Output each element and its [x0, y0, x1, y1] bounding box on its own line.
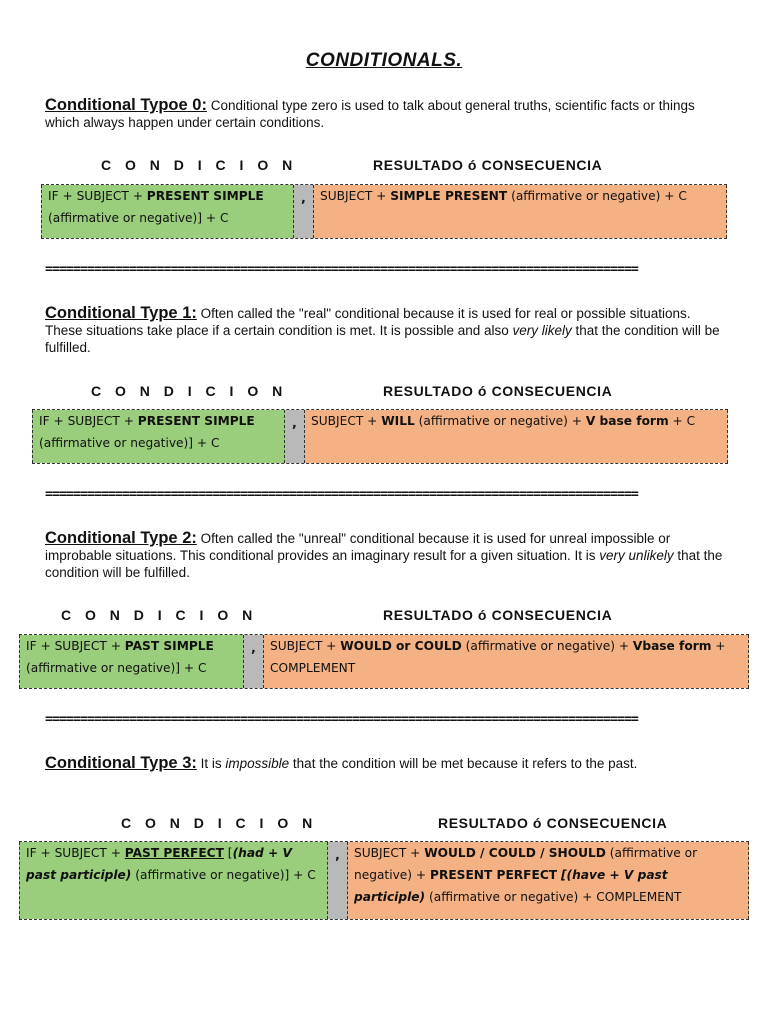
type0-cond-tense: PRESENT SIMPLE [146, 189, 264, 203]
type1-cond-text: IF + SUBJECT + [39, 414, 138, 428]
type2-text: Often called the "unreal" conditional because it is used for unreal impossible or improbable situations. This conditional provides an imaginary result for a given situation. It is [45, 531, 671, 563]
type0-text: Conditional type zero is used to talk about general truths, scientific facts or things which always happen under certain conditions. [45, 98, 695, 130]
type1-comma: , [285, 410, 305, 463]
type1-res-text: SUBJECT + [311, 414, 382, 428]
type3-emphasis: impossible [225, 756, 290, 771]
type1-cond-tense: PRESENT SIMPLE [137, 414, 255, 428]
type3-res-modal: WOULD / COULD / SHOULD [424, 846, 606, 860]
type3-cond-text: IF + SUBJECT + [26, 846, 125, 860]
type0-result-header: RESULTADO ó CONSECUENCIA [373, 157, 603, 173]
type1-condition-header: C O N D I C I O N [91, 383, 288, 399]
type0-cond-text: IF + SUBJECT + [48, 189, 147, 203]
type3-res-text: SUBJECT + [354, 846, 425, 860]
type1-text: Often called the "real" conditional because it is used for real or possible situations. These situations take place if a certain condition is met. It is possible and also [45, 306, 691, 338]
type2-cond-text: IF + SUBJECT + [26, 639, 125, 653]
type0-cond-text-2: (affirmative or negative)] + C [48, 211, 229, 225]
type3-res-tense: PRESENT PERFECT [430, 868, 558, 882]
type0-res-text: SUBJECT + [320, 189, 391, 203]
type3-condition-cell [19, 842, 328, 919]
type3-res-text-4: (affirmative or negative) + COMPLEMENT [425, 890, 682, 904]
type3-res-participle: [(have + V past participle) [354, 868, 668, 904]
page-title: CONDITIONALS. [305, 50, 463, 71]
type3-cond-tense: PAST PERFECT [124, 846, 224, 860]
type3-cond-participle: (had + V past participle) [26, 846, 292, 882]
type0-comma: , [294, 185, 314, 238]
type3-cond-text-2: [ [223, 846, 233, 860]
type3-condition-header: C O N D I C I O N [121, 815, 318, 831]
type3-formula [19, 841, 749, 920]
type3-text: It is [196, 756, 226, 771]
type3-text-2: that the condition will be met because it refers to the past. [289, 756, 638, 771]
type1-res-will: WILL [381, 414, 415, 428]
type1-res-verb: V base form [585, 414, 669, 428]
type0-res-text-2: (affirmative or negative) + C [507, 189, 687, 203]
separator-1: ===================================================================================== [45, 264, 639, 276]
type2-res-text: SUBJECT + [270, 639, 341, 653]
type2-text-2: that the condition will be fulfilled. [45, 548, 723, 580]
type1-result-cell [305, 410, 728, 463]
type0-condition-header: C O N D I C I O N [101, 157, 298, 173]
type1-result-header: RESULTADO ó CONSECUENCIA [383, 383, 613, 399]
type0-description [45, 97, 725, 131]
type1-emphasis: very likely [512, 323, 572, 338]
type2-condition-cell [19, 635, 244, 688]
type3-comma: , [328, 842, 348, 919]
type3-heading: Conditional Type 3: [45, 754, 197, 772]
type3-description [45, 755, 725, 772]
type2-cond-tense: PAST SIMPLE [124, 639, 214, 653]
type2-description [45, 530, 725, 581]
type1-description [45, 305, 725, 356]
type2-res-text-3: + COMPLEMENT [270, 639, 726, 675]
type1-res-text-3: + C [668, 414, 696, 428]
type1-condition-cell [32, 410, 285, 463]
type3-result-header: RESULTADO ó CONSECUENCIA [438, 815, 668, 831]
type2-heading: Conditional Type 2: [45, 529, 197, 547]
type2-emphasis: very unlikely [599, 548, 674, 563]
separator-3: ===================================================================================== [45, 714, 639, 726]
type1-res-text-2: (affirmative or negative) + [414, 414, 586, 428]
type2-comma: , [244, 635, 264, 688]
type2-condition-header: C O N D I C I O N [61, 607, 258, 623]
type0-formula [41, 184, 727, 239]
type2-formula [19, 634, 749, 689]
type1-formula [32, 409, 728, 464]
type2-result-cell [264, 635, 749, 688]
type3-cond-text-3: (affirmative or negative)] + C [131, 868, 316, 882]
separator-2: ===================================================================================== [45, 489, 639, 501]
type2-res-verb: Vbase form [632, 639, 712, 653]
type3-res-text-2: (affirmative or negative) + [354, 846, 698, 882]
type0-heading: Conditional Typoe 0: [45, 96, 207, 114]
type0-res-tense: SIMPLE PRESENT [390, 189, 508, 203]
type2-res-text-2: (affirmative or negative) + [461, 639, 633, 653]
type0-condition-cell [41, 185, 294, 238]
type2-cond-text-2: (affirmative or negative)] + C [26, 661, 207, 675]
type3-result-cell [348, 842, 749, 919]
type1-cond-text-2: (affirmative or negative)] + C [39, 436, 220, 450]
type2-result-header: RESULTADO ó CONSECUENCIA [383, 607, 613, 623]
type1-text-2: that the condition will be fulfilled. [45, 323, 720, 355]
type2-res-modal: WOULD or COULD [340, 639, 462, 653]
type1-heading: Conditional Type 1: [45, 304, 197, 322]
type0-result-cell [314, 185, 727, 238]
